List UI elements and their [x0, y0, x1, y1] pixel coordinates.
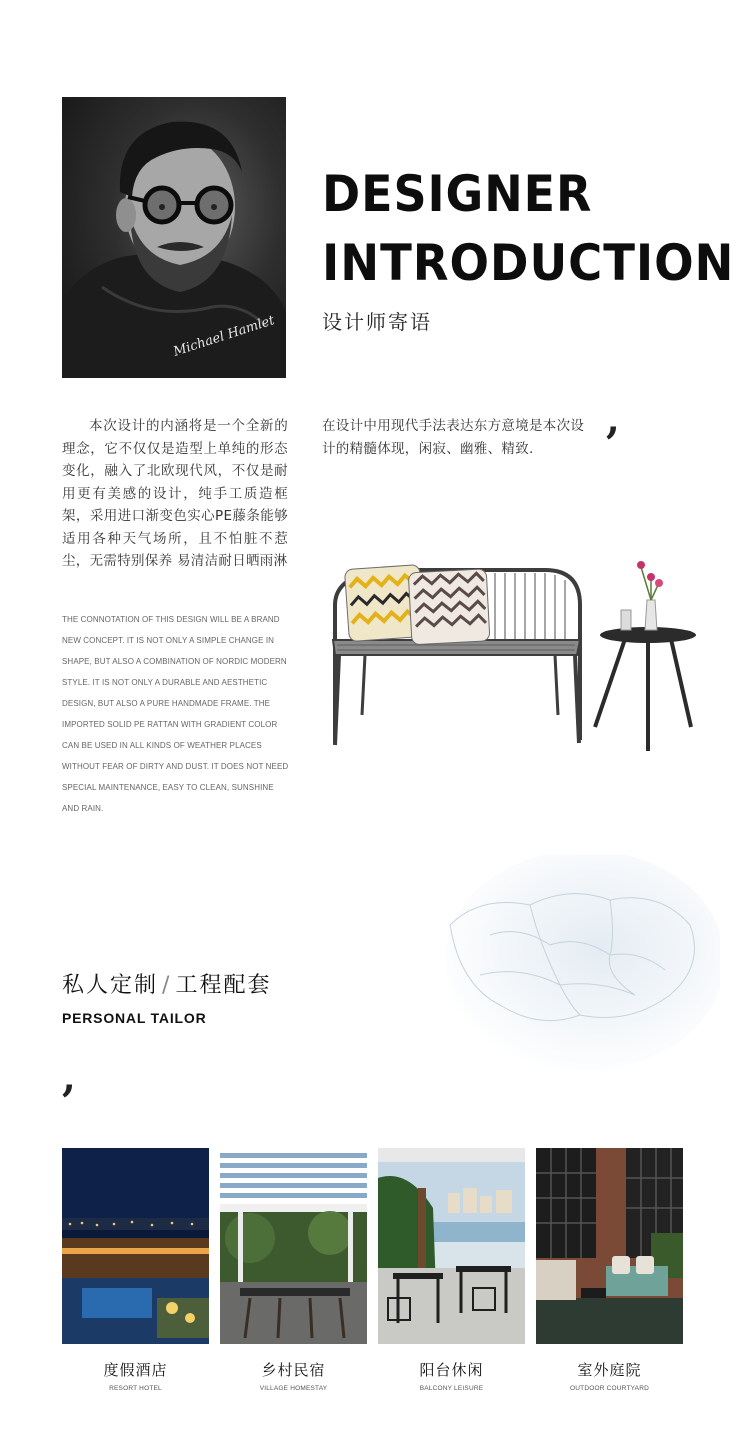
section-title-custom	[62, 968, 271, 999]
scene-card-outdoor-courtyard	[536, 1148, 683, 1392]
design-description-en: THE CONNOTATION OF THIS DESIGN WILL BE A BRAND NEW CONCEPT. IT IS NOT ONLY A SIMPLE CHANGE IN SHAPE, BUT ALSO A COMBINATION OF NORDIC MODERN STYLE. IT IS NOT ONLY A DURABLE AND AESTHETIC DESIGN, BUT ALSO A PURE HANDMADE FRAME. THE IMPORTED SOLID PE RATTAN WITH GRADIENT COLOR CAN BE USED IN ALL KINDS OF WEATHER PLACES WITHOUT FEAR OF DIRTY AND DUST. IT DOES NOT NEED SPECIAL MAINTENANCE, EASY TO CLEAN, SUNSHINE AND RAIN.	[62, 615, 289, 813]
scene-title-cn: 度假酒店	[103, 1361, 168, 1379]
title-designer: DESIGNER	[322, 165, 593, 223]
scene-card-village-homestay	[220, 1148, 367, 1392]
bench-and-side-table-illustration	[325, 555, 705, 760]
project-label: 工程配套	[175, 973, 272, 998]
section-title-en: PERSONAL TAILOR	[62, 1010, 207, 1026]
quote-mark-icon: ,	[606, 396, 620, 443]
title-introduction: INTRODUCTION	[322, 234, 735, 292]
scene-title-cn: 阳台休闲	[419, 1361, 484, 1379]
scene-title-cn: 室外庭院	[577, 1361, 642, 1379]
designer-signature: Michael Hamlet	[171, 313, 277, 360]
world-map-decoration	[420, 855, 720, 1085]
subtitle-designer-message: 设计师寄语	[322, 310, 432, 334]
scene-card-resort-hotel	[62, 1148, 209, 1392]
title-separator: /	[162, 973, 172, 998]
village-homestay-photo	[220, 1148, 367, 1344]
scene-title-en: RESORT HOTEL	[109, 1385, 162, 1392]
scene-card-balcony-leisure	[378, 1148, 525, 1392]
quote-mark-icon: ,	[62, 1054, 76, 1101]
scene-title-en: BALCONY LEISURE	[419, 1385, 484, 1392]
scene-title-cn: 乡村民宿	[261, 1361, 326, 1379]
custom-label: 私人定制	[62, 973, 159, 998]
design-description-cn: 本次设计的内涵将是一个全新的理念，它不仅仅是造型上单纯的形态变化，融入了北欧现代风，不仅是耐用更有美感的设计，纯手工质造框架，采用进口渐变色实心PE藤条能够适用各种天气场所，且不怕脏不惹尘，无需特别保养 易清洁耐日晒雨淋	[62, 418, 288, 569]
designer-portrait-illustration	[62, 97, 286, 378]
design-quote: 在设计中用现代手法表达东方意境是本次设计的精髓体现，闲寂、幽雅、精致.	[322, 418, 585, 457]
designer-portrait	[62, 97, 286, 378]
resort-hotel-photo	[62, 1148, 209, 1344]
outdoor-courtyard-photo	[536, 1148, 683, 1344]
scene-title-en: VILLAGE HOMESTAY	[259, 1385, 328, 1392]
balcony-leisure-photo	[378, 1148, 525, 1344]
scene-title-en: OUTDOOR COURTYARD	[570, 1385, 649, 1392]
